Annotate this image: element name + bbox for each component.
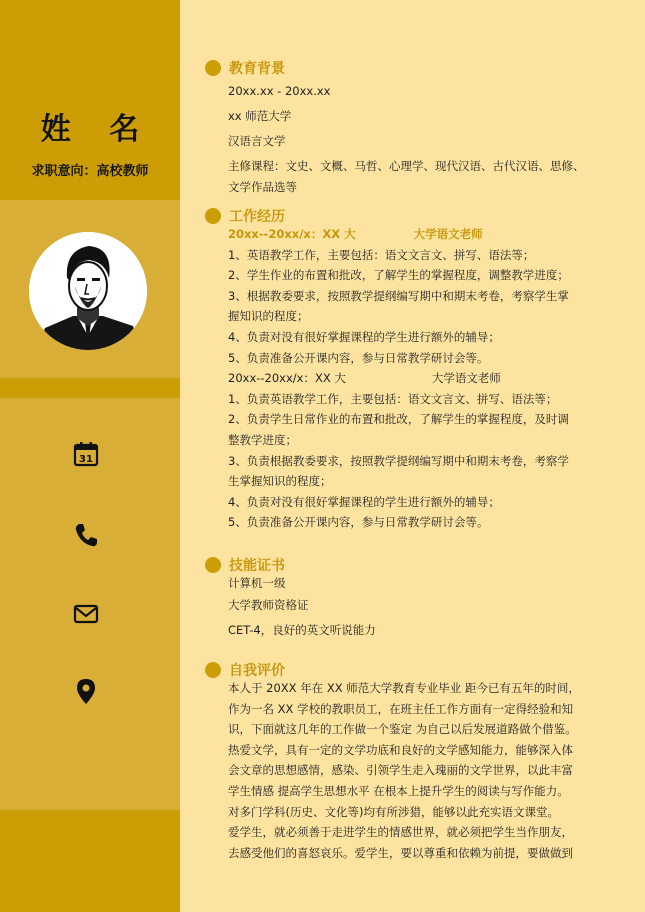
job-duty: 3、负责根据教委要求，按照教学提纲编写期中和期末考卷，考察学 <box>228 453 569 468</box>
avatar <box>29 232 147 350</box>
job-period: 20xx--20xx/x：XX 大 <box>228 227 356 241</box>
self-eval-line: 学生情感 提高学生思想水平 在根本上提升学生的阅读与写作能力。 <box>228 783 569 798</box>
self-eval-line: 爱学生，就必须善于走进学生的情感世界，就必须把学生当作朋友， <box>228 825 573 840</box>
self-eval-line: 去感受他们的喜怒哀乐。爱学生，要以尊重和依赖为前提，要做做到 <box>228 845 573 860</box>
phone-icon <box>72 521 100 549</box>
job-duty: 1、负责英语教学工作，主要包括：语文文言文、拼写、语法等； <box>228 391 558 406</box>
candidate-name: 姓 名 <box>40 112 154 147</box>
job-duty: 5、负责准备公开课内容，参与日常教学研讨会等。 <box>228 515 489 530</box>
work-heading <box>205 206 285 226</box>
job-position: 大学语文老师 <box>431 371 501 386</box>
skills-heading <box>205 555 285 575</box>
job-position: 大学语文老师 <box>413 227 483 241</box>
job-duty: 生掌握知识的程度； <box>228 474 332 489</box>
job-duty: 握知识的程度； <box>228 309 309 324</box>
job-intent: 求职意向：高校教师 <box>31 164 149 179</box>
skill-item: 计算机一级 <box>228 576 286 590</box>
job-duty: 5、负责准备公开课内容，参与日常教学研讨会等。 <box>228 350 489 365</box>
job-duty: 2、学生作业的布置和批改，了解学生的掌握程度，调整教学进度； <box>228 268 569 283</box>
avatar-portrait <box>29 232 147 350</box>
self-eval-line: 本人于 20XX 年在 XX 师范大学教育专业毕业 距今已有五年的时间， <box>228 681 580 695</box>
job-header <box>228 368 588 389</box>
skill-item: CET-4，良好的英文听说能力 <box>228 623 376 637</box>
calendar-day: 31 <box>79 454 93 465</box>
self-eval-line: 作为一名 XX 学校的教职员工，在班主任工作方面有一定得经验和知 <box>228 701 574 716</box>
bullet-dot-icon <box>205 557 221 573</box>
self-eval-heading <box>205 660 285 680</box>
section-title: 自我评价 <box>229 663 285 679</box>
calendar-icon <box>72 440 100 468</box>
self-eval-line: 对多门学科(历史、文化等)均有所涉猎，能够以此充实语文课堂。 <box>228 804 559 819</box>
location-icon <box>72 677 100 705</box>
job-duty: 1、英语教学工作，主要包括：语文文言文、拼写、语法等； <box>228 247 535 262</box>
skills-content <box>228 573 588 641</box>
job-header <box>228 224 588 245</box>
self-eval-line: 会文章的思想感情，感染、引领学生走入瑰丽的文学世界，以此丰富 <box>228 763 573 778</box>
education-courses-line: 主修课程：文史、文概、马哲、心理学、现代汉语、古代汉语、思修、 <box>228 159 585 173</box>
job-duty: 2、负责学生日常作业的布置和批改，了解学生的掌握程度，及时调 <box>228 412 569 427</box>
sidebar-footer-band <box>0 810 180 912</box>
sidebar <box>0 0 180 912</box>
section-title: 技能证书 <box>229 558 285 574</box>
section-title: 教育背景 <box>229 61 285 77</box>
education-courses-line: 文学作品选等 <box>228 179 297 194</box>
work-content <box>228 224 588 533</box>
self-eval-line: 识，下面就这几年的工作做一个鉴定 为自己以后发展道路做个借鉴。 <box>228 722 577 737</box>
bullet-dot-icon <box>205 60 221 76</box>
skill-item: 大学教师资格证 <box>228 598 309 612</box>
education-period: 20xx.xx - 20xx.xx <box>228 84 331 98</box>
job-period: 20xx--20xx/x：XX 大 <box>228 371 346 386</box>
sidebar-divider <box>0 378 180 398</box>
self-eval-line: 热爱文学，具有一定的文学功底和良好的文学感知能力，能够深入体 <box>228 742 573 757</box>
job-duty: 4、负责对没有很好掌握课程的学生进行额外的辅导； <box>228 494 500 509</box>
education-major: 汉语言文学 <box>228 134 286 148</box>
job-duty: 整教学进度； <box>228 432 297 447</box>
education-content <box>228 81 588 197</box>
education-school: xx 师范大学 <box>228 109 292 123</box>
section-title: 工作经历 <box>229 209 285 225</box>
bullet-dot-icon <box>205 208 221 224</box>
education-heading <box>205 58 285 78</box>
self-eval-content <box>228 678 603 863</box>
job-duty: 4、负责对没有很好掌握课程的学生进行额外的辅导； <box>228 329 500 344</box>
job-duty: 3、根据教委要求，按照教学提纲编写期中和期末考卷，考察学生掌 <box>228 288 569 303</box>
mail-icon <box>72 600 100 628</box>
bullet-dot-icon <box>205 662 221 678</box>
